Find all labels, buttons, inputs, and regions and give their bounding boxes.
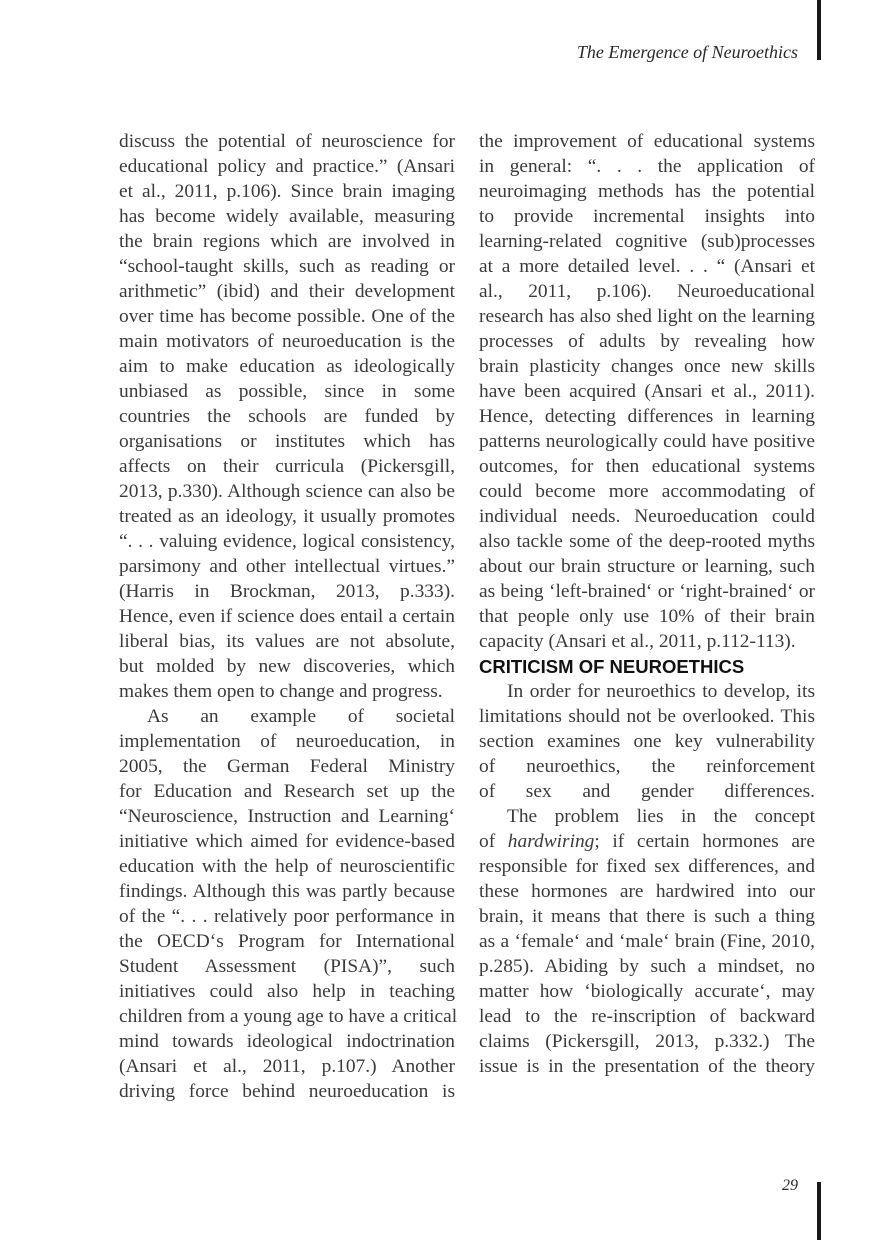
text-line: organisations or institutes which has — [119, 431, 455, 452]
text-line: main motivators of neuroeducation is the — [119, 331, 455, 352]
text-line: “Neuroscience, Instruction and Learning‘ — [119, 806, 455, 827]
text-line: driving force behind neuroeducation is — [119, 1081, 455, 1102]
text-line: the brain regions which are involved in — [119, 231, 455, 252]
text-line: In order for neuroethics to develop, its — [507, 681, 815, 702]
text-line: outcomes, for then educational systems — [479, 456, 815, 477]
text-line: mind towards ideological indoctrination — [119, 1031, 455, 1052]
text-line: educational policy and practice.” (Ansari — [119, 156, 455, 177]
text-line: initiatives could also help in teaching — [119, 981, 455, 1002]
text-line: Hence, detecting differences in learning — [479, 406, 815, 427]
text-line: matter how ‘biologically accurate‘, may — [479, 981, 815, 1002]
text-line: learning-related cognitive (sub)processes — [479, 231, 815, 252]
text-line: 2005, the German Federal Ministry — [119, 756, 455, 777]
text-line: these hormones are hardwired into our — [479, 881, 815, 902]
text-segment: of — [479, 831, 508, 852]
text-line: (Ansari et al., 2011, p.107.) Another — [119, 1056, 455, 1077]
left-column — [119, 129, 458, 1104]
text-line: responsible for fixed sex differences, and — [479, 856, 815, 877]
emphasis-term: hardwiring — [507, 831, 595, 852]
text-line: section examines one key vulnerability — [479, 731, 815, 752]
text-line: The problem lies in the concept — [507, 806, 815, 827]
text-line: at a more detailed level. . . “ (Ansari et — [479, 256, 815, 277]
text-line: have been acquired (Ansari et al., 2011). — [479, 381, 815, 402]
text-line: parsimony and other intellectual virtues.” — [119, 556, 455, 577]
text-line: as a ‘female‘ and ‘male‘ brain (Fine, 2010, — [479, 931, 815, 952]
text-line: but molded by new discoveries, which — [119, 656, 455, 677]
text-line: p.285). Abiding by such a mindset, no — [479, 956, 815, 977]
text-line: countries the schools are funded by — [119, 406, 455, 427]
text-line: the OECD‘s Program for International — [119, 931, 455, 952]
text-line: of the “. . . relatively poor performance in — [119, 906, 455, 927]
text-line: al., 2011, p.106). Neuroeducational — [479, 281, 815, 302]
text-line: aim to make education as ideologically — [119, 356, 455, 377]
text-line: capacity (Ansari et al., 2011, p.112-113). — [479, 631, 796, 652]
right-column-body-top — [479, 129, 815, 654]
text-line: of sex and gender differences. — [479, 781, 815, 802]
text-line: makes them open to change and progress. — [119, 681, 443, 702]
text-line: liberal bias, its values are not absolute, — [119, 631, 455, 652]
text-line: for Education and Research set up the — [119, 781, 455, 802]
text-line: initiative which aimed for evidence-based — [119, 831, 455, 852]
text-line: the improvement of educational systems — [479, 131, 815, 152]
text-segment: ; if certain hormones are — [594, 831, 815, 852]
text-line: “. . . valuing evidence, logical consistency, — [119, 531, 455, 552]
header-rule — [817, 0, 821, 60]
text-line: arithmetic” (ibid) and their development — [119, 281, 455, 302]
text-line: research has also shed light on the learning — [479, 306, 815, 327]
text-line: et al., 2011, p.106). Since brain imaging — [119, 181, 455, 202]
footer-rule — [817, 1182, 821, 1240]
text-line: discuss the potential of neuroscience for — [119, 131, 455, 152]
text-line: As an example of societal — [147, 706, 455, 727]
text-line: treated as an ideology, it usually promotes — [119, 506, 455, 527]
text-line: education with the help of neuroscientific — [119, 856, 455, 877]
text-line: affects on their curricula (Pickersgill, — [119, 456, 455, 477]
text-line: has become widely available, measuring — [119, 206, 455, 227]
text-line: (Harris in Brockman, 2013, p.333). — [119, 581, 455, 602]
right-column — [479, 129, 815, 1079]
text-line: also tackle some of the deep-rooted myths — [479, 531, 815, 552]
text-line: findings. Although this was partly because — [119, 881, 455, 902]
right-column-body-bottom — [479, 679, 815, 1079]
text-line: over time has become possible. One of the — [119, 306, 455, 327]
text-line: as being ‘left-brained‘ or ‘right-brained‘ or — [479, 581, 815, 602]
text-line: implementation of neuroeducation, in — [119, 731, 455, 752]
text-line: lead to the re-inscription of backward — [479, 1006, 815, 1027]
text-line: processes of adults by revealing how — [479, 331, 815, 352]
text-line: claims (Pickersgill, 2013, p.332.) The — [479, 1031, 815, 1052]
text-line: “school-taught skills, such as reading or — [119, 256, 455, 277]
running-header: The Emergence of Neuroethics — [576, 42, 798, 62]
text-line: patterns neurologically could have positive — [479, 431, 815, 452]
text-line: that people only use 10% of their brain — [479, 606, 815, 627]
text-line: children from a young age to have a critical — [119, 1006, 458, 1027]
page-number: 29 — [782, 1177, 798, 1194]
text-line: neuroimaging methods has the potential — [479, 181, 815, 202]
text-line: unbiased as possible, since in some — [119, 381, 455, 402]
text-line: brain, it means that there is such a thing — [479, 906, 815, 927]
text-line: 2013, p.330). Although science can also be — [119, 481, 455, 502]
section-heading: CRITICISM OF NEUROETHICS — [479, 656, 745, 677]
text-line: to provide incremental insights into — [479, 206, 815, 227]
text-line: of neuroethics, the reinforcement — [479, 756, 815, 777]
text-line: in general: “. . . the application of — [479, 156, 815, 177]
text-line: limitations should not be overlooked. This — [479, 706, 815, 727]
text-line: brain plasticity changes once new skills — [479, 356, 815, 377]
text-line: about our brain structure or learning, such — [479, 556, 815, 577]
text-line: individual needs. Neuroeducation could — [479, 506, 815, 527]
text-line: issue is in the presentation of the theory — [479, 1056, 815, 1077]
text-line: Student Assessment (PISA)”, such — [119, 956, 455, 977]
text-line: Hence, even if science does entail a certain — [119, 606, 455, 627]
text-line — [479, 829, 815, 854]
text-line: could become more accommodating of — [479, 481, 815, 502]
